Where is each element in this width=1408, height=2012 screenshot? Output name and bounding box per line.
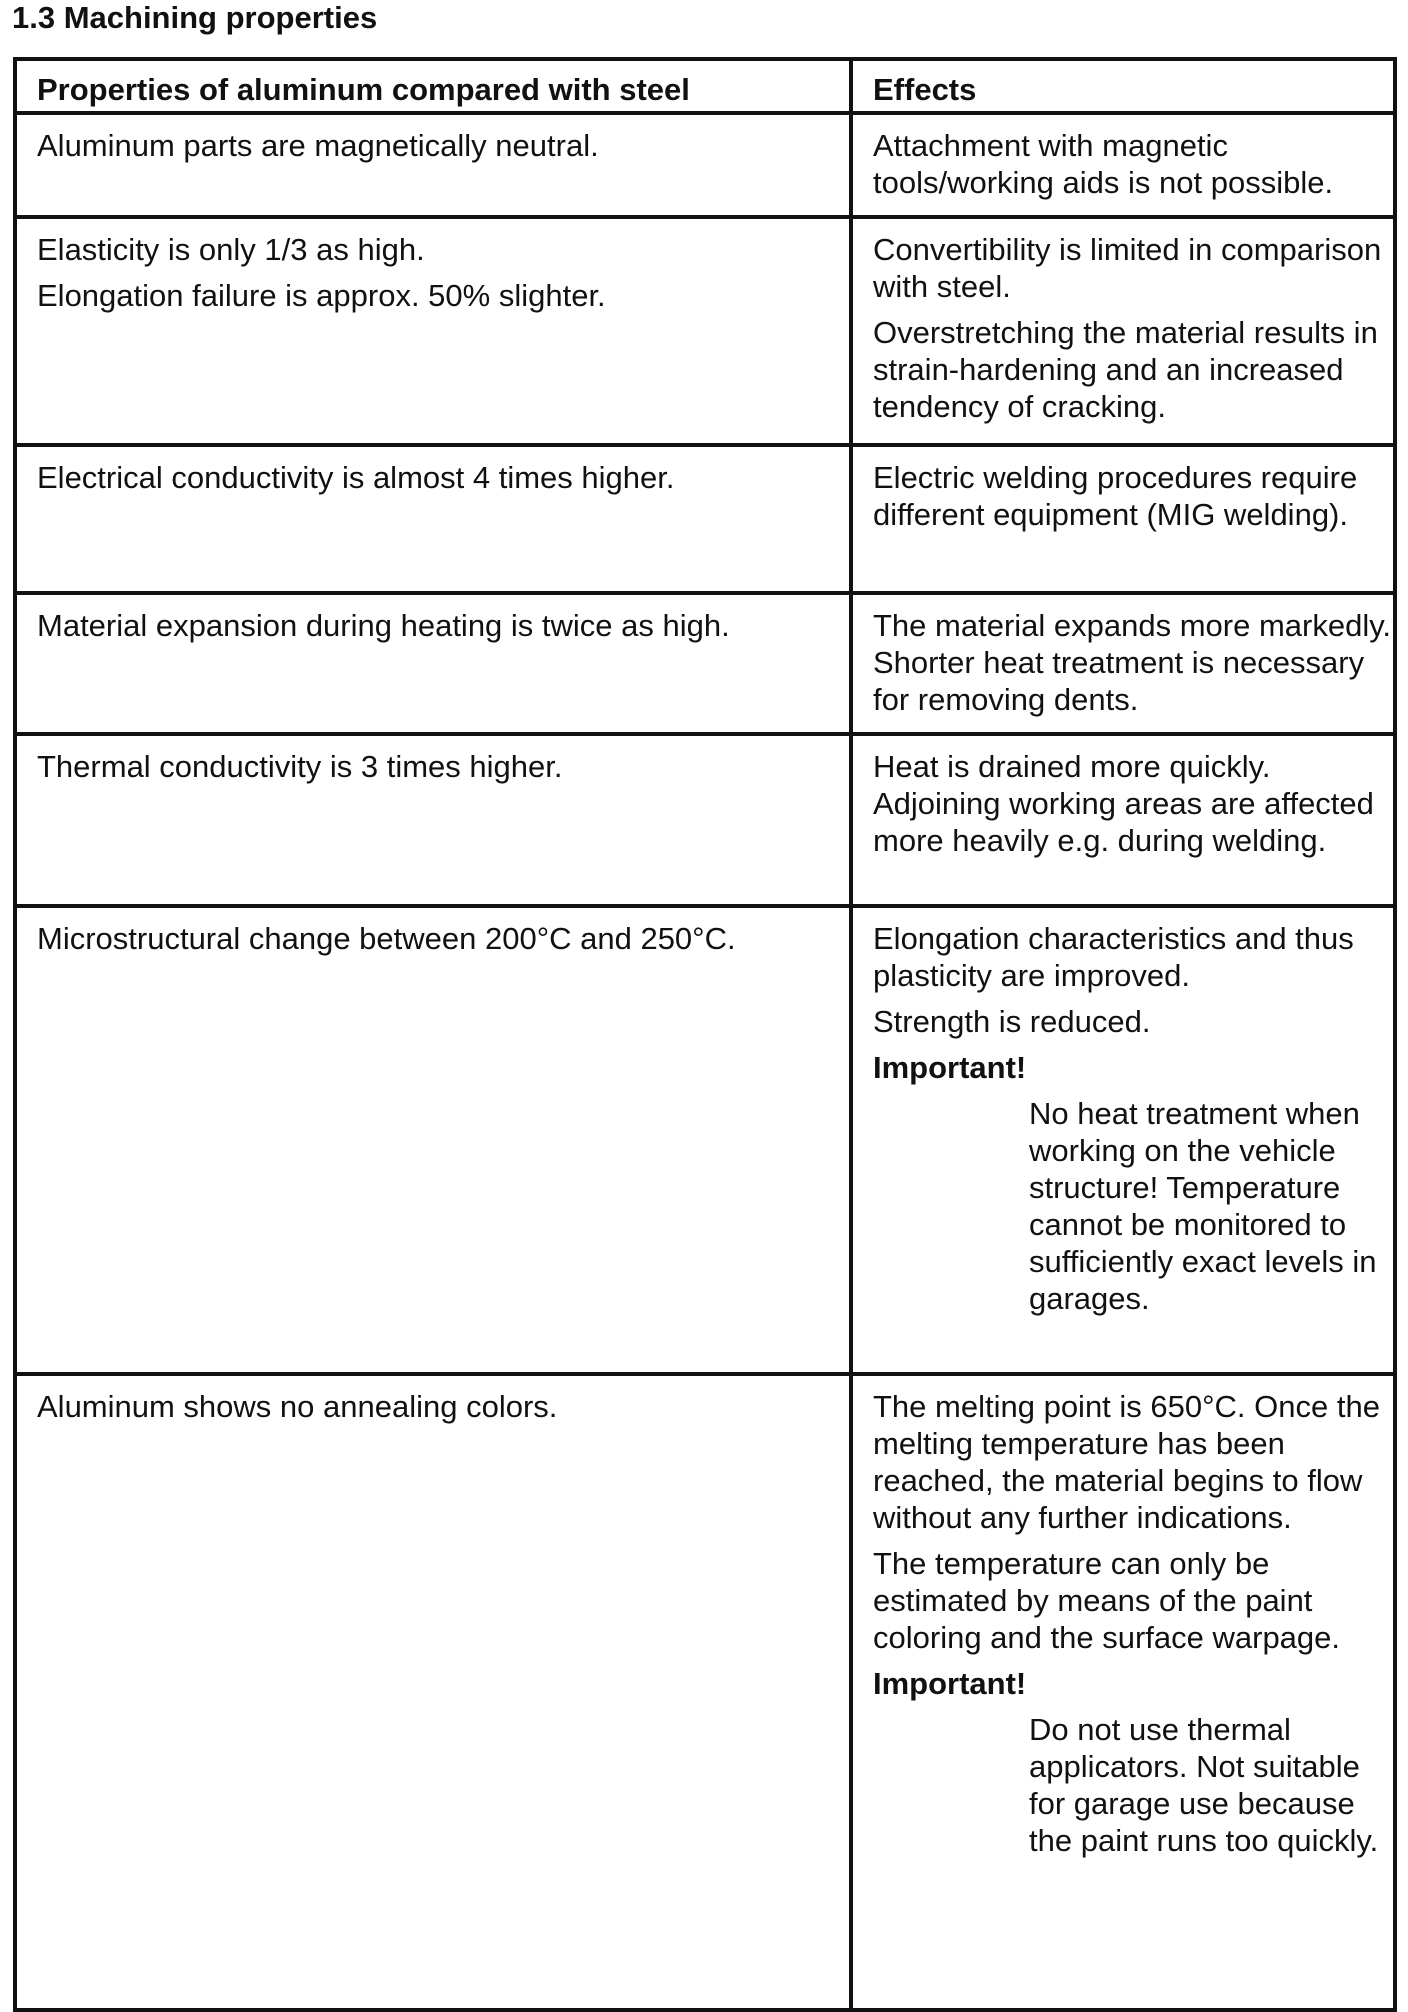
important-note: No heat treatment when working on the vehicle structure! Temperature cannot be monitored to sufficiently exact levels in garages. xyxy=(1029,1096,1377,1316)
effect-cell xyxy=(851,906,1395,1374)
property-cell xyxy=(15,445,851,593)
effect-text: Heat is drained more quickly. Adjoining working areas are affected more heavily e.g. during welding. xyxy=(873,749,1374,858)
properties-table xyxy=(13,57,1397,2012)
table-header-row xyxy=(15,59,1395,113)
section-title: 1.3 Machining properties xyxy=(12,0,378,35)
property-text: Microstructural change between 200°C and 250°C. xyxy=(37,921,736,956)
column-header-effects: Effects xyxy=(851,59,1395,113)
effect-cell xyxy=(851,217,1395,445)
table-row xyxy=(15,217,1395,445)
property-text: Electrical conductivity is almost 4 times higher. xyxy=(37,460,675,495)
property-text: Thermal conductivity is 3 times higher. xyxy=(37,749,563,784)
effect-cell xyxy=(851,593,1395,734)
property-text: Elongation failure is approx. 50% slighter. xyxy=(37,278,606,313)
table-row xyxy=(15,445,1395,593)
effect-cell xyxy=(851,113,1395,217)
property-text: Aluminum parts are magnetically neutral. xyxy=(37,128,599,163)
property-cell xyxy=(15,217,851,445)
important-note: Do not use thermal applicators. Not suitable for garage use because the paint runs too quickly. xyxy=(1029,1712,1379,1858)
table-row xyxy=(15,734,1395,906)
property-cell xyxy=(15,113,851,217)
property-text: Material expansion during heating is twice as high. xyxy=(37,608,730,643)
property-cell xyxy=(15,593,851,734)
table-row xyxy=(15,113,1395,217)
property-text: Elasticity is only 1/3 as high. xyxy=(37,232,425,267)
effect-text: Convertibility is limited in comparison with steel. xyxy=(873,232,1382,304)
effect-cell xyxy=(851,1374,1395,2010)
effect-cell xyxy=(851,445,1395,593)
property-cell xyxy=(15,734,851,906)
table-row xyxy=(15,1374,1395,2010)
effect-text: The melting point is 650°C. Once the melting temperature has been reached, the material begins to flow without any further indications. xyxy=(873,1389,1380,1535)
column-header-properties: Properties of aluminum compared with steel xyxy=(15,59,851,113)
effect-text: The temperature can only be estimated by means of the paint coloring and the surface warpage. xyxy=(873,1546,1341,1655)
effect-text: Attachment with magnetic tools/working aids is not possible. xyxy=(873,128,1334,200)
important-label: Important! xyxy=(873,1666,1027,1701)
effect-text: Strength is reduced. xyxy=(873,1004,1151,1039)
important-label: Important! xyxy=(873,1050,1027,1085)
property-text: Aluminum shows no annealing colors. xyxy=(37,1389,558,1424)
table-row xyxy=(15,906,1395,1374)
effect-cell xyxy=(851,734,1395,906)
property-cell xyxy=(15,1374,851,2010)
table-row xyxy=(15,593,1395,734)
effect-text: Overstretching the material results in strain-hardening and an increased tendency of cracking. xyxy=(873,315,1378,424)
effect-text: Electric welding procedures require different equipment (MIG welding). xyxy=(873,460,1358,532)
effect-text: The material expands more markedly. Shorter heat treatment is necessary for removing dents. xyxy=(873,608,1392,717)
effect-text: Elongation characteristics and thus plasticity are improved. xyxy=(873,921,1354,993)
property-cell xyxy=(15,906,851,1374)
